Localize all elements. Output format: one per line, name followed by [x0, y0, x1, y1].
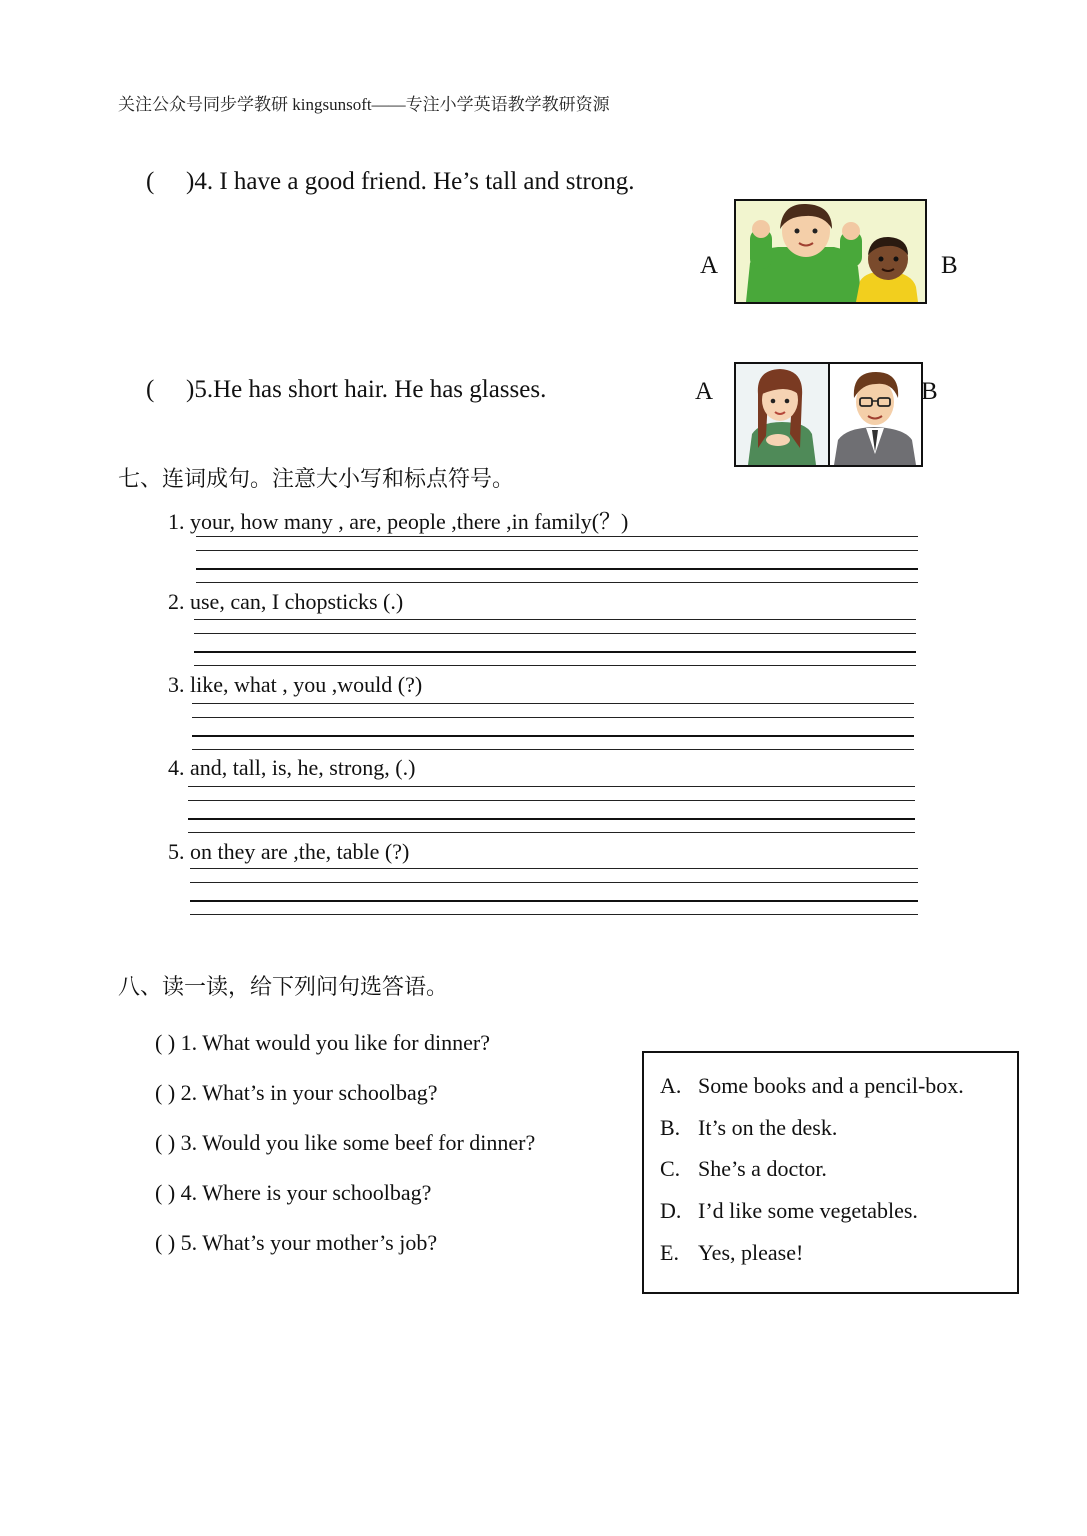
q5-paren: (: [146, 376, 155, 403]
q4-option-b: B: [941, 252, 958, 279]
sentence-item-3: 3. like, what , you ,would (?): [168, 672, 423, 697]
question-2: ( ) 2. What’s in your schoolbag?: [155, 1080, 438, 1105]
question-4: ( ) 4. Where is your schoolbag?: [155, 1180, 432, 1205]
answer-option-b: [660, 1115, 837, 1141]
answer-letter: E.: [660, 1240, 679, 1265]
answer-text: It’s on the desk.: [698, 1115, 838, 1140]
answer-option-c: [660, 1156, 827, 1182]
two-boys-illustration: [736, 201, 925, 302]
answer-text: She’s a doctor.: [698, 1156, 827, 1181]
man-with-glasses-illustration: [830, 364, 921, 465]
sentence-item-4: 4. and, tall, is, he, strong, (.): [168, 755, 416, 780]
section-7-title: 七、连词成句。注意大小写和标点符号。: [118, 466, 515, 491]
answer-text: Yes, please!: [698, 1240, 804, 1265]
q4-picture: [734, 199, 927, 304]
q4-text: )4. I have a good friend. He’s tall and strong.: [186, 168, 635, 195]
q5-picture-b: [828, 362, 923, 467]
answer-text: Some books and a pencil-box.: [698, 1073, 964, 1098]
answer-letter: C.: [660, 1156, 681, 1181]
sentence-item-2: 2. use, can, I chopsticks (.): [168, 589, 404, 614]
q4-option-a: A: [700, 252, 719, 279]
sentence-item-1: 1. your, how many , are, people ,there ,in family(？): [168, 509, 629, 534]
question-3: ( ) 3. Would you like some beef for dinner?: [155, 1130, 536, 1155]
q5-option-a: A: [695, 378, 714, 405]
page-header: 关注公众号同步学教研 kingsunsoft——专注小学英语教学教研资源: [118, 95, 610, 114]
answer-option-e: [660, 1240, 803, 1266]
question-5: ( ) 5. What’s your mother’s job?: [155, 1230, 438, 1255]
answer-letter: D.: [660, 1198, 682, 1223]
answer-text: I’d like some vegetables.: [698, 1198, 918, 1223]
q4-paren: (: [146, 168, 155, 195]
answer-options-box: [642, 1051, 1019, 1294]
q5-option-b: B: [921, 378, 938, 405]
girl-illustration: [736, 364, 828, 465]
question-1: ( ) 1. What would you like for dinner?: [155, 1030, 491, 1055]
answer-option-a: [660, 1073, 964, 1099]
answer-option-d: [660, 1198, 918, 1224]
answer-letter: A.: [660, 1073, 682, 1098]
q5-text: )5.He has short hair. He has glasses.: [186, 376, 547, 403]
answer-letter: B.: [660, 1115, 681, 1140]
sentence-item-5: 5. on they are ,the, table (?): [168, 839, 410, 864]
section-8-title: 八、读一读，给下列问句选答语。: [118, 974, 449, 999]
q5-picture-a: [734, 362, 830, 467]
